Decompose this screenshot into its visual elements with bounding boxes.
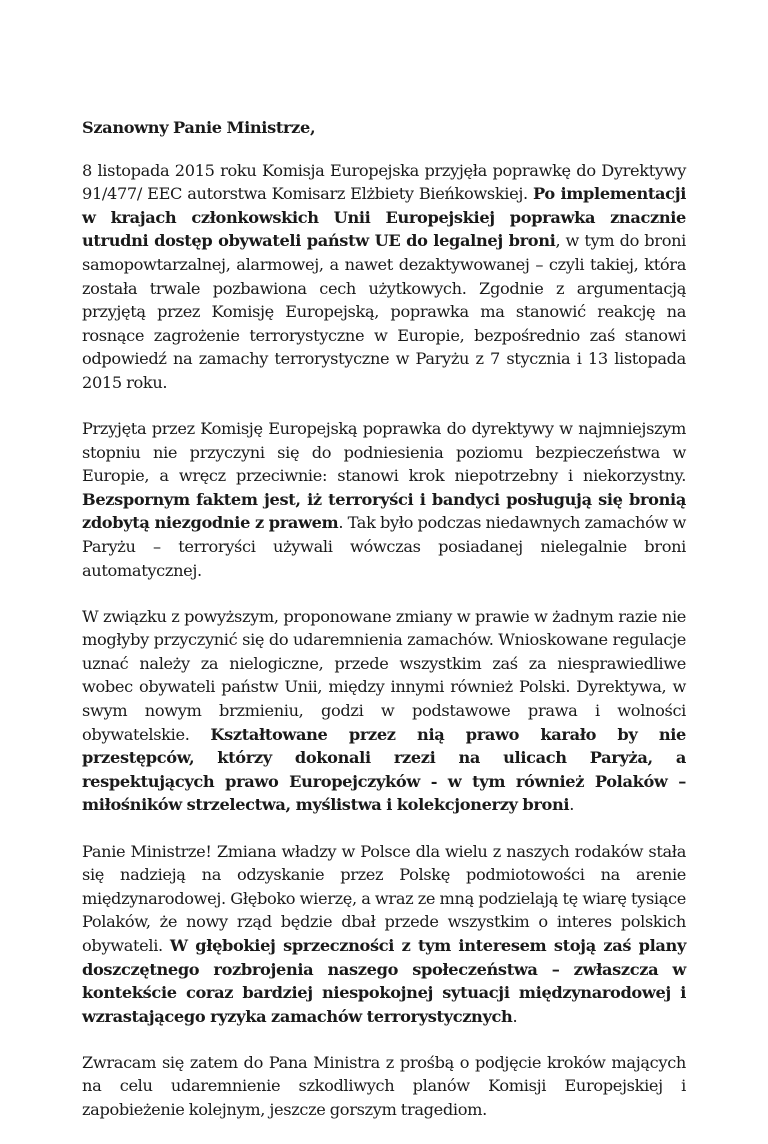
paragraph-text: Przyjęta przez Komisję Europejską poprawka do dyrektywy w najmniejszym stopniu nie przyczyni się do podniesienia poziomu bezpieczeństwa w Europie, a wręcz przeciwnie: stanowi krok niepotrzebny i niekorzystny. [82,419,686,486]
paragraph-3 [82,605,686,817]
paragraph-4 [82,840,686,1029]
paragraph-text: 8 listopada 2015 roku Komisja Europejska przyjęła poprawkę do Dyrektywy 91/477/ EEC autorstwa Komisarz Elżbiety Bieńkowskiej. [82,160,686,204]
paragraph-text: Zwracam się zatem do Pana Ministra z prośbą o podjęcie kroków mających na celu udaremnienie szkodliwych planów Komisji Europejskiej i zapobieżenie kolejnym, jeszcze gorszym tragediom. [82,1052,686,1119]
paragraph-2 [82,417,686,582]
paragraph-text: . [569,795,575,815]
bold-emphasis: Bezspornym faktem jest, iż terroryści i bandyci posługują się bronią zdobytą niezgodnie z prawem [82,489,686,533]
bold-emphasis: Po implementacji w krajach członkowskich Unii Europejskiej poprawka znacznie utrudni dostęp obywateli państw UE do legalnej broni [82,184,686,251]
paragraph-5 [82,1051,686,1122]
paragraph-text: Panie Ministrze! Zmiana władzy w Polsce dla wielu z naszych rodaków stała się nadzieją na odzyskanie przez Polskę podmiotowości na arenie międzynarodowej. Głęboko wierzę, a wraz ze mną podzielają tę wiarę tysiące Polaków, że nowy rząd będzie dbał przede wszystkim o interes polskich obywateli. [82,841,686,955]
paragraph-text: . Tak było podczas niedawnych zamachów w Paryżu – terroryści używali wówczas posiadanej nielegalnie broni automatycznej. [82,513,686,580]
paragraph-text: , w tym do broni samopowtarzalnej, alarmowej, a nawet dezaktywowanej – czyli takiej, która została trwale pozbawiona cech użytkowych. Zgodnie z argumentacją przyjętą przez Komisję Europejską, poprawka ma stanowić reakcję na rosnące zagrożenie terrorystyczne w Europie, bezpośrednio zaś stanowi odpowiedź na zamachy terrorystyczne w Paryżu z 7 stycznia i 13 listopada 2015 roku. [82,231,686,392]
paragraph-1 [82,159,686,395]
bold-emphasis: Kształtowane przez nią prawo karało by nie przestępców, którzy dokonali rzezi na ulicach Paryża, a respektujących prawo Europejczyków - w tym również Polaków – miłośników strzelectwa, myślistwa i kolekcjonerzy broni [82,724,686,815]
paragraph-text: . [512,1006,518,1026]
bold-emphasis: W głębokiej sprzeczności z tym interesem stoją zaś plany doszczętnego rozbrojenia naszego społeczeństwa – zwłaszcza w kontekście coraz bardziej niespokojnej sytuacji międzynarodowej i wzrastającego ryzyka zamachów terrorystycznych [82,935,686,1026]
letter-body [82,116,686,1144]
paragraph-text: W związku z powyższym, proponowane zmiany w prawie w żadnym razie nie mogłyby przyczynić się do udaremnienia zamachów. Wnioskowane regulacje uznać należy za nielogiczne, przede wszystkim zaś za niesprawiedliwe wobec obywateli państw Unii, między innymi również Polski. Dyrektywa, w swym nowym brzmieniu, godzi w podstawowe prawa i wolności obywatelskie. [82,606,686,744]
salutation: Szanowny Panie Ministrze, [82,118,316,137]
